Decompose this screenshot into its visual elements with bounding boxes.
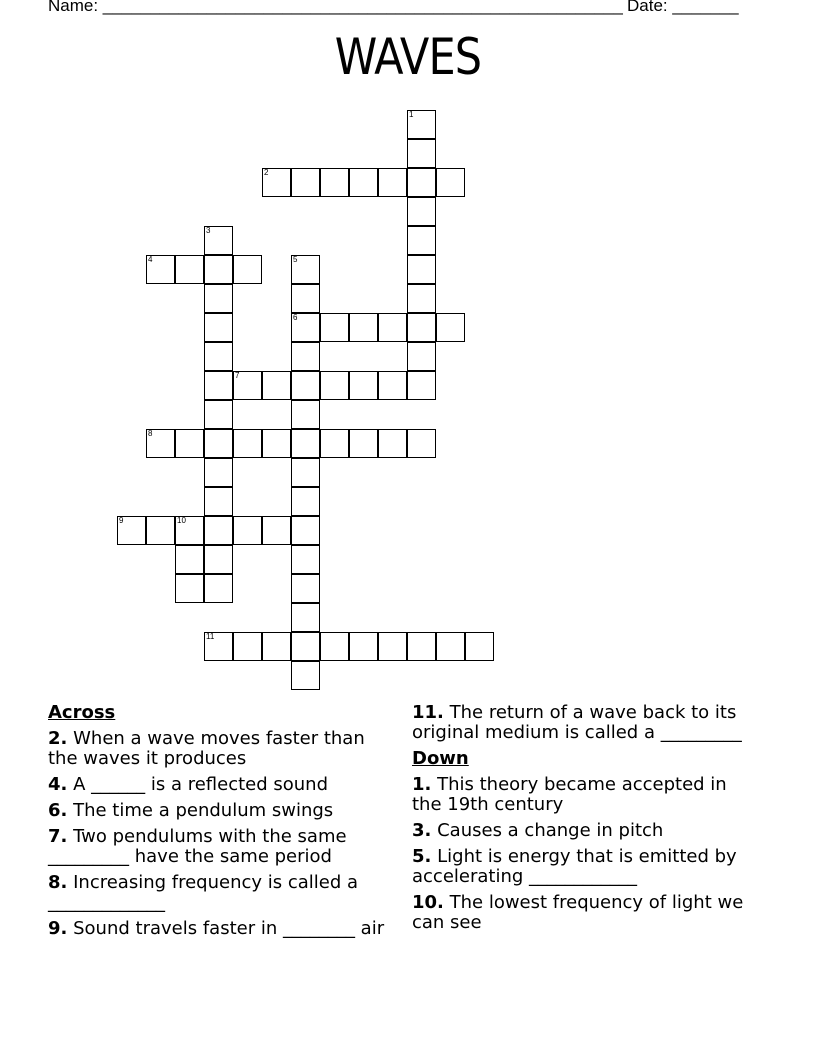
cell-number: 7 (235, 371, 240, 380)
crossword-cell[interactable] (378, 168, 407, 197)
clue-number: 6. (48, 800, 68, 821)
page-title: WAVES (334, 28, 482, 86)
clue-down-10 (412, 893, 752, 933)
clue-across-6 (48, 801, 388, 821)
crossword-cell[interactable] (436, 168, 465, 197)
crossword-cell[interactable] (175, 574, 204, 603)
crossword-cell[interactable] (204, 429, 233, 458)
crossword-cell[interactable] (117, 516, 146, 545)
date-field-label: Date: _______ (627, 0, 739, 15)
crossword-cell[interactable] (320, 429, 349, 458)
crossword-cell[interactable] (262, 168, 291, 197)
crossword-cell[interactable] (407, 429, 436, 458)
crossword-cell[interactable] (436, 632, 465, 661)
clue-text: Two pendulums with the same _________ have the same period (48, 826, 347, 867)
crossword-cell[interactable] (204, 371, 233, 400)
crossword-cell[interactable] (204, 574, 233, 603)
crossword-cell[interactable] (349, 632, 378, 661)
crossword-cell[interactable] (175, 255, 204, 284)
clue-text: The lowest frequency of light we can see (412, 892, 744, 933)
crossword-cell[interactable] (262, 429, 291, 458)
clue-text: Light is energy that is emitted by accelerating ____________ (412, 846, 737, 887)
crossword-cell[interactable] (349, 429, 378, 458)
crossword-cell[interactable] (291, 661, 320, 690)
crossword-cell[interactable] (204, 545, 233, 574)
crossword-cell[interactable] (407, 255, 436, 284)
cell-number: 1 (409, 110, 414, 119)
crossword-cell[interactable] (262, 371, 291, 400)
clue-text: Increasing frequency is called a _____________ (48, 872, 359, 913)
crossword-cell[interactable] (291, 632, 320, 661)
clue-text: Causes a change in pitch (437, 820, 664, 841)
crossword-cell[interactable] (349, 371, 378, 400)
cell-number: 4 (148, 255, 153, 264)
crossword-cell[interactable] (175, 429, 204, 458)
crossword-cell[interactable] (320, 371, 349, 400)
cell-number: 11 (206, 632, 215, 641)
crossword-cell[interactable] (291, 284, 320, 313)
clue-text: A ______ is a reflected sound (73, 774, 329, 795)
crossword-cell[interactable] (349, 168, 378, 197)
crossword-cell[interactable] (204, 226, 233, 255)
crossword-cell[interactable] (146, 429, 175, 458)
crossword-cell[interactable] (204, 487, 233, 516)
crossword-cell[interactable] (291, 168, 320, 197)
clue-across-9 (48, 919, 388, 939)
crossword-cell[interactable] (291, 487, 320, 516)
crossword-cell[interactable] (262, 632, 291, 661)
crossword-cell[interactable] (233, 429, 262, 458)
crossword-cell[interactable] (204, 255, 233, 284)
clue-across-2 (48, 729, 388, 769)
clue-text: The return of a wave back to its original medium is called a _________ (412, 702, 742, 743)
clue-across-8 (48, 873, 388, 913)
crossword-cell[interactable] (407, 284, 436, 313)
crossword-cell[interactable] (291, 429, 320, 458)
crossword-cell[interactable] (378, 313, 407, 342)
cell-number: 2 (264, 168, 269, 177)
crossword-cell[interactable] (291, 516, 320, 545)
crossword-cell[interactable] (349, 313, 378, 342)
clue-number: 1. (412, 774, 432, 795)
crossword-cell[interactable] (291, 342, 320, 371)
clues-column-left (48, 703, 388, 945)
crossword-cell[interactable] (378, 371, 407, 400)
crossword-cell[interactable] (204, 284, 233, 313)
crossword-cell[interactable] (291, 545, 320, 574)
crossword-cell[interactable] (291, 371, 320, 400)
clue-text: When a wave moves faster than the waves it produces (48, 728, 365, 769)
clue-number: 7. (48, 826, 68, 847)
crossword-cell[interactable] (407, 226, 436, 255)
crossword-cell[interactable] (204, 458, 233, 487)
clue-number: 8. (48, 872, 68, 893)
crossword-cell[interactable] (407, 110, 436, 139)
clue-number: 10. (412, 892, 444, 913)
crossword-cell[interactable] (407, 197, 436, 226)
crossword-cell[interactable] (436, 313, 465, 342)
clue-number: 5. (412, 846, 432, 867)
crossword-cell[interactable] (465, 632, 494, 661)
crossword-cell[interactable] (204, 313, 233, 342)
crossword-cell[interactable] (233, 371, 262, 400)
across-heading: Across (48, 702, 116, 723)
crossword-cell[interactable] (204, 516, 233, 545)
crossword-cell[interactable] (291, 574, 320, 603)
cell-number: 9 (119, 516, 124, 525)
crossword-cell[interactable] (291, 603, 320, 632)
clue-text: The time a pendulum swings (73, 800, 334, 821)
clue-text: This theory became accepted in the 19th century (412, 774, 727, 815)
clues-column-right (412, 703, 752, 939)
crossword-cell[interactable] (407, 342, 436, 371)
crossword-cell[interactable] (407, 632, 436, 661)
clue-across-4 (48, 775, 388, 795)
crossword-cell[interactable] (407, 313, 436, 342)
crossword-cell[interactable] (291, 400, 320, 429)
crossword-cell[interactable] (291, 313, 320, 342)
clue-down-3 (412, 821, 752, 841)
crossword-cell[interactable] (204, 632, 233, 661)
clue-down-5 (412, 847, 752, 887)
crossword-cell[interactable] (291, 255, 320, 284)
crossword-cell[interactable] (175, 545, 204, 574)
down-heading: Down (412, 748, 469, 769)
crossword-cell[interactable] (320, 168, 349, 197)
crossword-cell[interactable] (378, 632, 407, 661)
crossword-cell[interactable] (146, 255, 175, 284)
clue-number: 2. (48, 728, 68, 749)
clue-across-11 (412, 703, 752, 743)
crossword-cell[interactable] (407, 168, 436, 197)
crossword-cell[interactable] (146, 516, 175, 545)
cell-number: 3 (206, 226, 211, 235)
crossword-cell[interactable] (320, 632, 349, 661)
clue-down-1 (412, 775, 752, 815)
cell-number: 10 (177, 516, 186, 525)
clue-number: 4. (48, 774, 68, 795)
crossword-cell[interactable] (204, 342, 233, 371)
crossword-cell[interactable] (175, 516, 204, 545)
crossword-cell[interactable] (407, 371, 436, 400)
crossword-cell[interactable] (204, 400, 233, 429)
cell-number: 5 (293, 255, 298, 264)
crossword-cell[interactable] (320, 313, 349, 342)
clue-number: 3. (412, 820, 432, 841)
crossword-cell[interactable] (262, 516, 291, 545)
crossword-cell[interactable] (233, 632, 262, 661)
crossword-cell[interactable] (291, 458, 320, 487)
cell-number: 6 (293, 313, 298, 322)
clue-across-7 (48, 827, 388, 867)
crossword-cell[interactable] (407, 139, 436, 168)
crossword-cell[interactable] (378, 429, 407, 458)
clue-number: 9. (48, 918, 68, 939)
cell-number: 8 (148, 429, 153, 438)
crossword-cell[interactable] (233, 516, 262, 545)
clue-number: 11. (412, 702, 444, 723)
clue-text: Sound travels faster in ________ air (73, 918, 385, 939)
name-field-label: Name: _______________________________________________________ (48, 0, 623, 15)
crossword-cell[interactable] (233, 255, 262, 284)
